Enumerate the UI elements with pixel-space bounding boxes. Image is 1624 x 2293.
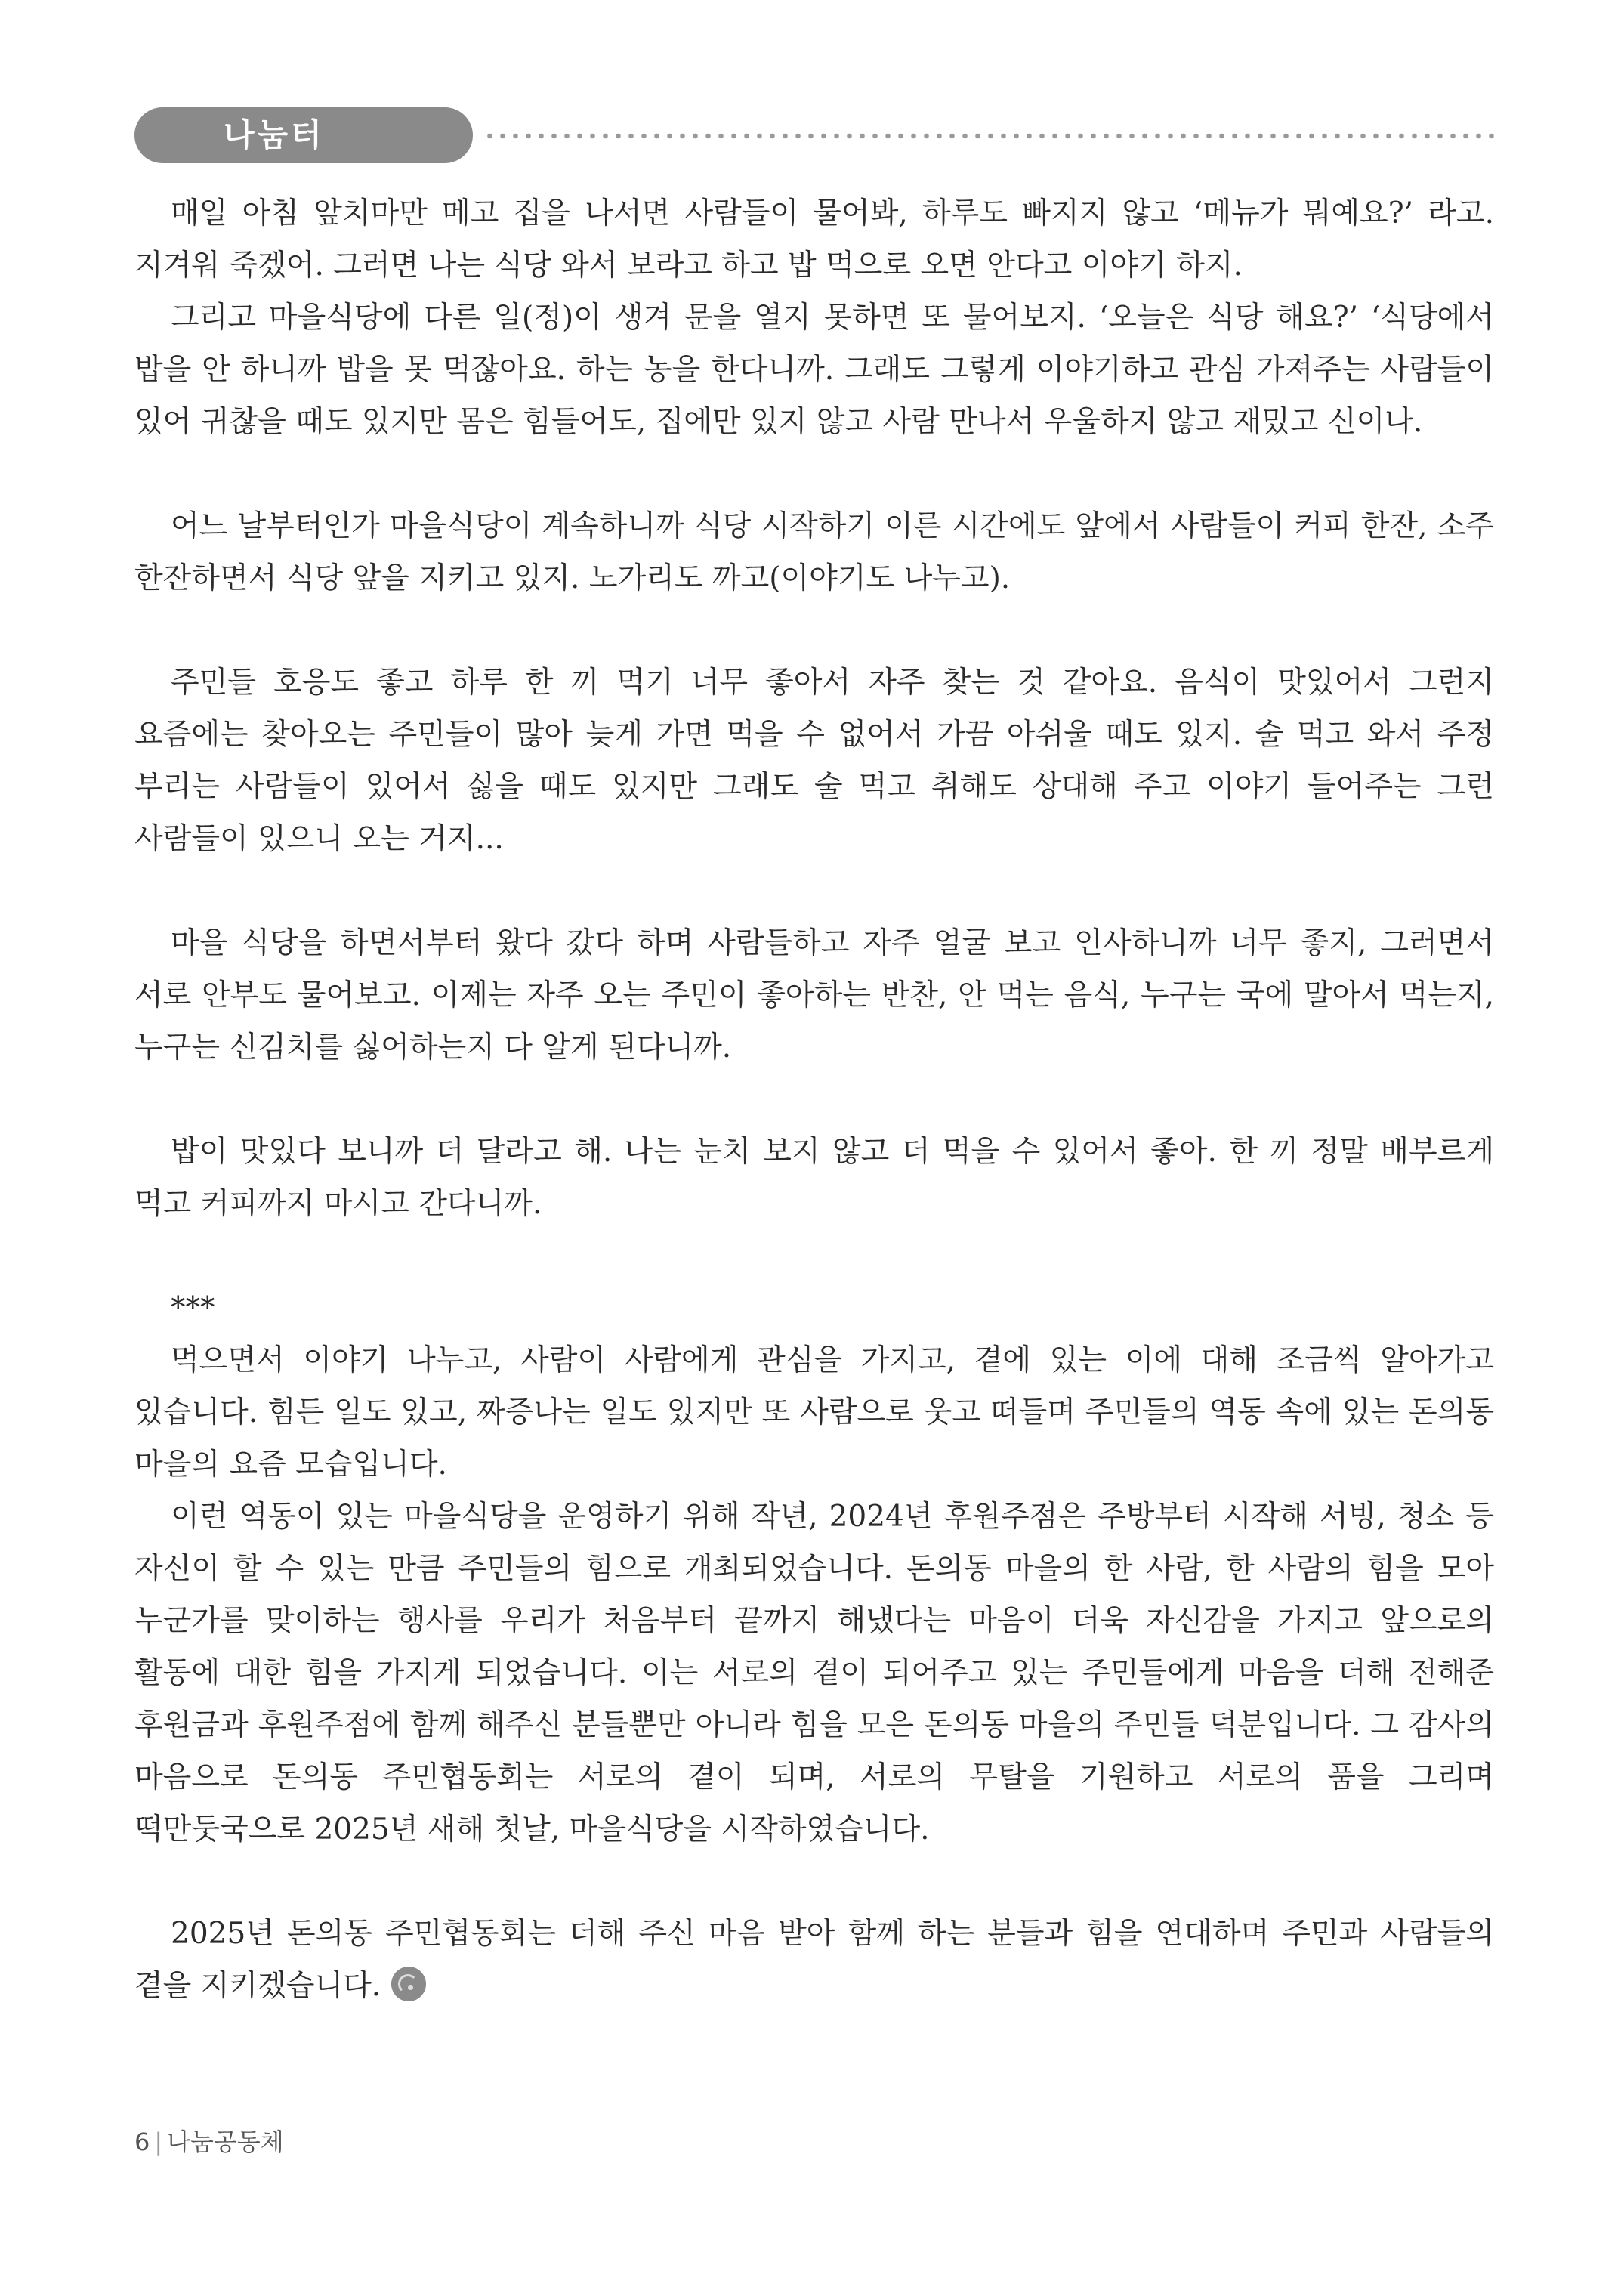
paragraph-8: 이런 역동이 있는 마을식당을 운영하기 위해 작년, 2024년 후원주점은 주방부터 시작해 서빙, 청소 등 자신이 할 수 있는 만큼 주민들의 힘으로 개최되었습니다. 돈의동 마을의 한 사람, 한 사람의 힘을 모아 누군가를 맞이하는 행사를 우리가 처음부터 끝까지 해냈다는 마음이 더욱 자신감을 가지고 앞으로의 활동에 대한 힘을 가지게 되었습니다. 이는 서로의 곁이 되어주고 있는 주민들에게 마음을 더해 전해준 후원금과 후원주점에 함께 해주신 분들뿐만 아니라 힘을 모은 돈의동 마을의 주민들 덕분입니다. 그 감사의 마음으로 돈의동 주민협동회는 서로의 곁이 되며, 서로의 무탈을 기원하고 서로의 품을 그리며 떡만둣국으로 2025년 새해 첫날, 마을식당을 시작하였습니다. <box>134 1500 1494 1846</box>
paragraph-9 <box>134 1908 1494 2012</box>
article-body <box>134 187 1494 2012</box>
paragraph-2: 그리고 마을식당에 다른 일(정)이 생겨 문을 열지 못하면 또 물어보지. ‘오늘은 식당 해요?’ ‘식당에서 밥을 안 하니까 밥을 못 먹잖아요. 하는 농을 한다니까. 그래도 그렇게 이야기하고 관심 가져주는 사람들이 있어 귀찮을 때도 있지만 몸은 힘들어도, 집에만 있지 않고 사람 만나서 우울하지 않고 재밌고 신이나. <box>134 301 1494 439</box>
paragraph-gap <box>134 448 1494 500</box>
dotted-rule <box>483 133 1494 139</box>
paragraph-1: 매일 아침 앞치마만 메고 집을 나서면 사람들이 물어봐, 하루도 빠지지 않고 ‘메뉴가 뭐예요?’ 라고. 지겨워 죽겠어. 그러면 나는 식당 와서 보라고 하고 밥 먹으로 오면 안다고 이야기 하지. <box>134 196 1494 283</box>
paragraph-9-text: 2025년 돈의동 주민협동회는 더해 주신 마음 받아 함께 하는 분들과 힘을 연대하며 주민과 사람들의 곁을 지키겠습니다. <box>134 1917 1494 2003</box>
paragraph-7: 먹으면서 이야기 나누고, 사람이 사람에게 관심을 가지고, 곁에 있는 이에 대해 조금씩 알아가고 있습니다. 힘든 일도 있고, 짜증나는 일도 있지만 또 사람으로 웃고 떠들며 주민들의 역동 속에 있는 돈의동 마을의 요즘 모습입니다. <box>134 1343 1494 1482</box>
paragraph-gap <box>134 1856 1494 1908</box>
footer-separator: | <box>154 2128 163 2156</box>
section-header <box>134 107 1494 163</box>
page-number: 6 <box>134 2128 150 2156</box>
section-divider-stars: *** <box>171 1291 215 1325</box>
paragraph-gap <box>134 1074 1494 1126</box>
paragraph-gap <box>134 1230 1494 1282</box>
section-title: 나눔터 <box>224 116 325 153</box>
paragraph-6: 밥이 맛있다 보니까 더 달라고 해. 나는 눈치 보지 않고 더 먹을 수 있어서 좋아. 한 끼 정말 배부르게 먹고 커피까지 마시고 간다니까. <box>134 1135 1494 1221</box>
paragraph-5: 마을 식당을 하면서부터 왔다 갔다 하며 사람들하고 자주 얼굴 보고 인사하니까 너무 좋지, 그러면서 서로 안부도 물어보고. 이제는 자주 오는 주민이 좋아하는 반찬, 안 먹는 음식, 누구는 국에 말아서 먹는지, 누구는 신김치를 싫어하는지 다 알게 된다니까. <box>134 926 1494 1065</box>
page-footer <box>134 2123 284 2158</box>
end-mark-icon <box>391 1967 426 2001</box>
publication-name: 나눔공동체 <box>167 2128 284 2156</box>
paragraph-4: 주민들 호응도 좋고 하루 한 끼 먹기 너무 좋아서 자주 찾는 것 같아요. 음식이 맛있어서 그런지 요즘에는 찾아오는 주민들이 많아 늦게 가면 먹을 수 없어서 가끔 아쉬울 때도 있지. 술 먹고 와서 주정 부리는 사람들이 있어서 싫을 때도 있지만 그래도 술 먹고 취해도 상대해 주고 이야기 들어주는 그런 사람들이 있으니 오는 거지... <box>134 666 1494 856</box>
paragraph-3: 어느 날부터인가 마을식당이 계속하니까 식당 시작하기 이른 시간에도 앞에서 사람들이 커피 한잔, 소주 한잔하면서 식당 앞을 지키고 있지. 노가리도 까고(이야기도 나누고). <box>134 509 1494 595</box>
paragraph-gap <box>134 865 1494 917</box>
paragraph-gap <box>134 604 1494 657</box>
section-tab <box>134 107 473 163</box>
